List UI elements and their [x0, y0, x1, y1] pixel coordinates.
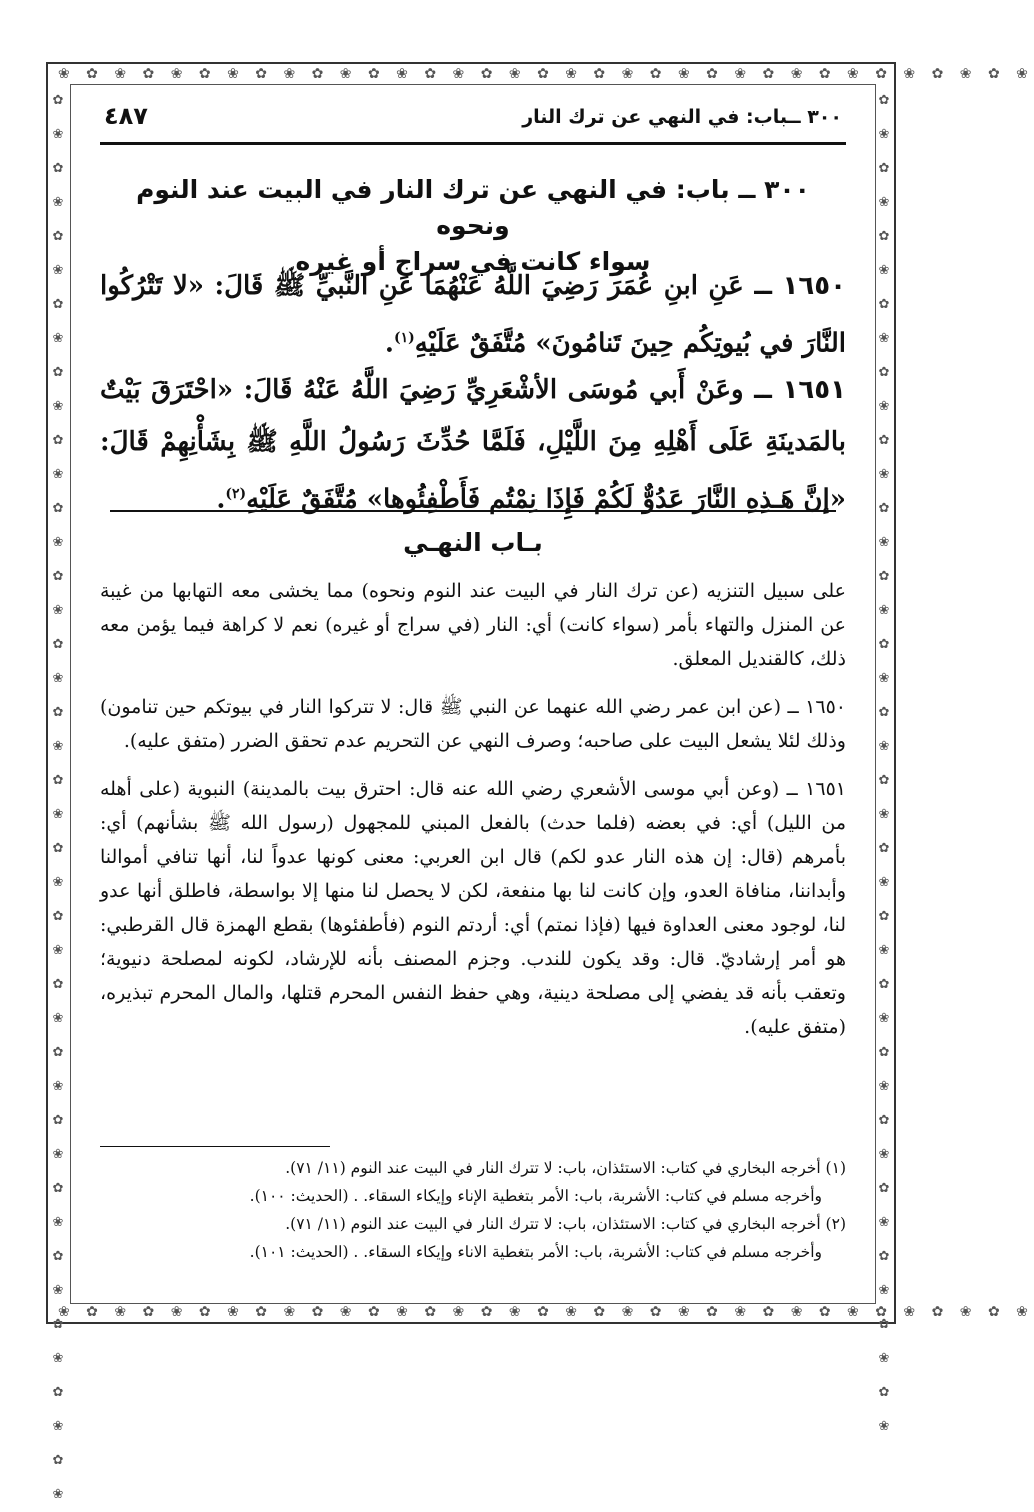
hadith-number: ١٦٥١ ــ	[754, 375, 846, 405]
hadith-1650	[100, 260, 846, 370]
ornament-bottom: ❀ ✿ ❀ ✿ ❀ ✿ ❀ ✿ ❀ ✿ ❀ ✿ ❀ ✿ ❀ ✿ ❀ ✿ ❀ ✿ ❀ ✿ ❀ ✿ ❀ ✿ ❀ ✿ ❀ ✿ ❀ ✿ ❀ ✿ ❀	[58, 1304, 1034, 1320]
ornament-top: ❀ ✿ ❀ ✿ ❀ ✿ ❀ ✿ ❀ ✿ ❀ ✿ ❀ ✿ ❀ ✿ ❀ ✿ ❀ ✿ ❀ ✿ ❀ ✿ ❀ ✿ ❀ ✿ ❀ ✿ ❀ ✿ ❀ ✿ ❀	[58, 66, 1034, 82]
page-number: ٤٨٧	[104, 102, 148, 130]
footnote-item: (٢) أخرجه البخاري في كتاب: الاستئذان، باب: لا تترك النار في البيت عند النوم (١١/ ٧١).	[285, 1215, 846, 1233]
section-divider	[110, 510, 836, 512]
footnote-item: وأخرجه مسلم في كتاب: الأشربة، باب: الأمر بتغطية الإناء وإيكاء السقاء. . (الحديث: ١٠٠).	[249, 1187, 822, 1205]
footnote-item: (١) أخرجه البخاري في كتاب: الاستئذان، باب: لا تترك النار في البيت عند النوم (١١/ ٧١).	[285, 1159, 846, 1177]
ornament-left: ✿❀✿❀✿❀✿❀✿❀✿❀✿❀✿❀✿❀✿❀✿❀✿❀✿❀✿❀✿❀✿❀✿❀✿❀✿❀✿❀✿❀	[52, 93, 64, 1502]
commentary	[100, 574, 846, 1058]
commentary-paragraph: ١٦٥١ ــ (وعن أبي موسى الأشعري رضي الله عنه قال: احترق بيت بالمدينة) النبوية (على أهله من الليل) أي: في بعضه (فلما حدث) بالفعل المبني للمجهول (رسول الله ﷺ بشأنهم) أي: بأمرهم (قال: إن هذه النار عدو لكم) قال ابن العربي: معنى كونها عدواً لنا، أنها تنافي أموالنا وأبداننا، منافاة العدو، وإن كانت لنا بها منفعة، لكن لا يحصل لنا منها إلا بواسطة، فاطلق أنها عدو لنا، لوجود معنى العداوة فيها (فإذا نمتم) أي: أردتم النوم (فأطفئوها) بقطع الهمزة قال القرطبي: هو أمر إرشاديّ. قال: وقد يكون للندب. وجزم المصنف بأنه للإرشاد، لكونه لمصلحة دنيوية؛ وتعقب بأنه قد يفضي إلى مصلحة دينية، وهي حفظ النفس المحرم قتلها، والمال المحرم تبذيره، (متفق عليه).	[100, 778, 846, 1038]
hadith-end: .	[384, 328, 394, 359]
commentary-paragraph: على سبيل التنزيه (عن ترك النار في البيت عند النوم ونحوه) مما يخشى معه التهابها من غيبة عن المنزل والتهاء بأمر (سواء كانت) أي: النار (في سراج أو غيره) نعم لا كراهة فيما يؤمن معه ذلك، كالقنديل المعلق.	[100, 580, 846, 670]
footnote-divider	[100, 1146, 330, 1147]
ornament-right: ✿❀✿❀✿❀✿❀✿❀✿❀✿❀✿❀✿❀✿❀✿❀✿❀✿❀✿❀✿❀✿❀✿❀✿❀✿❀✿❀	[878, 93, 890, 1434]
chapter-title-line2: سواء كانت في سراج أو غيره	[295, 247, 651, 276]
hadith-1651	[100, 364, 846, 526]
footnote-marker: (١)	[393, 330, 415, 346]
running-title: ٣٠٠ ــباب: في النهي عن ترك النار	[522, 106, 842, 128]
chapter-title-line1: ٣٠٠ ــ باب: في النهي عن ترك النار في البيت عند النوم ونحوه	[136, 175, 810, 240]
page-content	[100, 96, 846, 1296]
hadith-number: ١٦٥٠ ــ	[754, 271, 846, 301]
commentary-paragraph: ١٦٥٠ ــ (عن ابن عمر رضي الله عنهما عن النبي ﷺ قال: لا تتركوا النار في بيوتكم حين تنامون) وذلك لئلا يشعل البيت على صاحبه؛ وصرف النهي عن التحريم عدم تحقق الضرر (متفق عليه).	[100, 696, 846, 752]
running-header	[100, 96, 846, 145]
hadith-end: .	[216, 484, 226, 515]
footnote-item: وأخرجه مسلم في كتاب: الأشربة، باب: الأمر بتغطية الاناء وإيكاء السقاء. . (الحديث: ١٠١).	[249, 1243, 822, 1261]
section-title: بـاب النهـي	[403, 528, 543, 557]
hadith-text: عَنِ ابنِ عُمَرَ رَضِيَ اللَّهُ عَنْهُمَا عَنِ النَّبيِّ ﷺ قَالَ: «لا تَتْرُكُوا النَّارَ في بُيوتِكُم حِينَ تَنامُونَ» مُتَّفَقٌ عَلَيْهِ	[100, 271, 846, 359]
footnote-marker: (٢)	[225, 486, 247, 502]
footnotes	[100, 1154, 846, 1266]
hadith-text: وعَنْ أَبي مُوسَى الأشْعَرِيِّ رَضِيَ اللَّهُ عَنْهُ قَالَ: «احْتَرَقَ بَيْتٌ بالمَدينَةِ عَلَى أَهْلِهِ مِنَ اللَّيْلِ، فَلَمَّا حُدِّثَ رَسُولُ اللَّهِ ﷺ بِشَأْنِهِمْ قَالَ: «إنَّ هَـذِهِ النَّارَ عَدُوٌّ لَكُمْ فَإِذَا نِمْتُم فَأَطْفِئُوها» مُتَّفَقٌ عَلَيْهِ	[100, 375, 847, 515]
